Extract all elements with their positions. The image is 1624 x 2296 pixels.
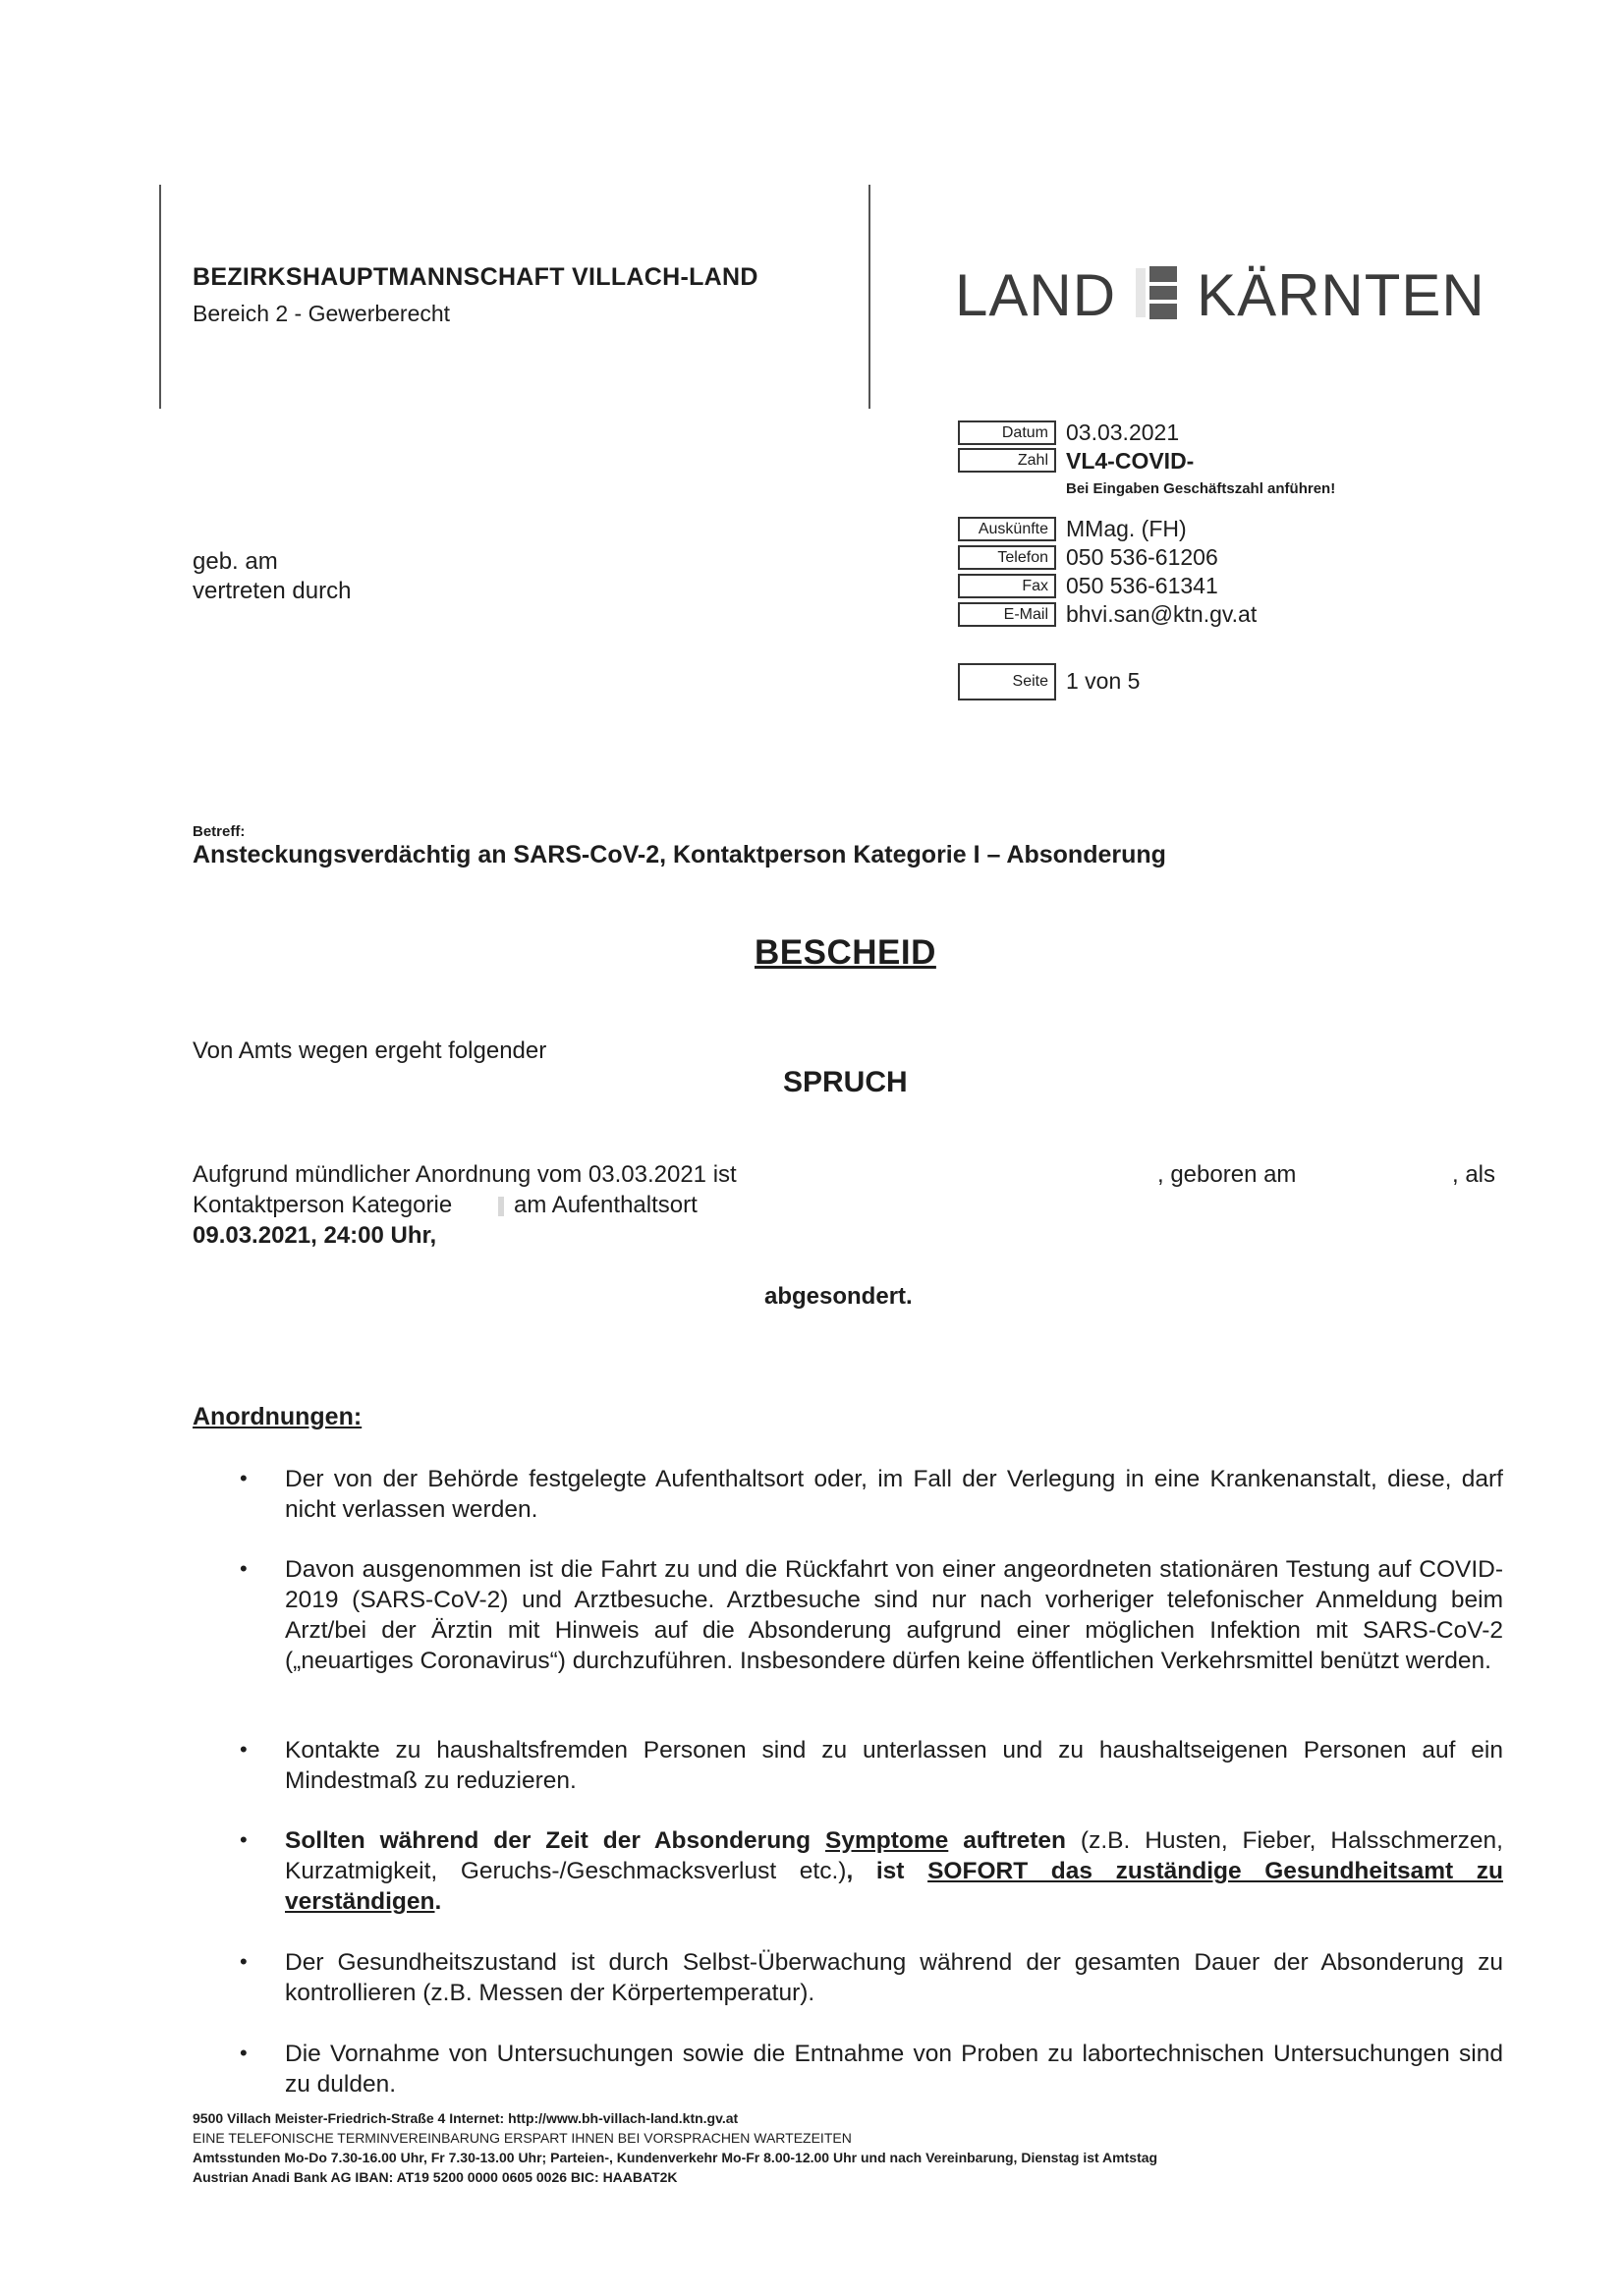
- telefon-value: 050 536-61206: [1066, 544, 1218, 570]
- spruch-heading: SPRUCH: [783, 1066, 908, 1098]
- telefon-label: Telefon: [958, 545, 1056, 570]
- order-item-symptoms-part7: .: [434, 1888, 442, 1915]
- bullet-icon: •: [240, 1556, 248, 1581]
- logo-text-right: KÄRNTEN: [1197, 262, 1485, 328]
- auskuenfte-value: MMag. (FH): [1066, 516, 1187, 541]
- footer-office-hours: Amtsstunden Mo-Do 7.30-16.00 Uhr, Fr 7.30-13.00 Uhr; Parteien-, Kundenverkehr Mo-Fr 8.00-12.00 Uhr und nach Vereinbarung, Dienstag ist Amtstag: [193, 2150, 1158, 2165]
- redaction-mark: [498, 1197, 504, 1216]
- orders-heading: Anordnungen:: [193, 1403, 363, 1430]
- land-kaernten-logo: [955, 261, 1485, 329]
- logo-mark-icon: [1136, 266, 1177, 319]
- order-item-symptoms-part3: auftreten: [948, 1827, 1081, 1854]
- letterhead-left-rule: [159, 185, 161, 409]
- authority-name: BEZIRKSHAUPTMANNSCHAFT VILLACH-LAND: [193, 263, 758, 291]
- ruling-line1-c: , als: [1452, 1161, 1496, 1188]
- zahl-label: Zahl: [958, 448, 1056, 473]
- recipient-represented-label: vertreten durch: [193, 578, 352, 604]
- zahl-value: VL4-COVID-: [1066, 448, 1195, 474]
- ruling-line1-a: Aufgrund mündlicher Anordnung vom 03.03.2021 ist: [193, 1161, 737, 1188]
- order-item-symptoms-part1: Sollten während der Zeit der Absonderung: [285, 1827, 826, 1854]
- reference-note: Bei Eingaben Geschäftszahl anführen!: [1066, 480, 1336, 497]
- auskuenfte-label: Auskünfte: [958, 517, 1056, 541]
- subject-label: Betreff:: [193, 823, 246, 840]
- order-item: Davon ausgenommen ist die Fahrt zu und die Rückfahrt von einer angeordneten stationären Testung auf COVID-2019 (SARS-CoV-2) und Arztbesuche. Arztbesuche sind nur nach vorheriger telefonischer Anmeldung beim Arzt/bei der Ärztin mit Hinweis auf die Absonderung aufgrund einer möglichen Infektion mit SARS-CoV-2 („neuartiges Coronavirus“) durchzuführen. Insbesondere dürfen keine öffentlichen Verkehrsmittel benützt werden.: [285, 1556, 1503, 1674]
- fax-label: Fax: [958, 574, 1056, 598]
- bullet-icon: •: [240, 1737, 248, 1762]
- department-name: Bereich 2 - Gewerberecht: [193, 301, 451, 326]
- fax-value: 050 536-61341: [1066, 573, 1218, 598]
- email-label: E-Mail: [958, 602, 1056, 627]
- document-title: BESCHEID: [755, 933, 936, 972]
- ruling-result: abgesondert.: [764, 1283, 913, 1310]
- order-item: Der von der Behörde festgelegte Aufenthaltsort oder, im Fall der Verlegung in eine Krankenanstalt, diese, darf nicht verlassen werden.: [285, 1466, 1503, 1523]
- order-item-symptoms-part4: (z.B. Husten, Fieber, Halsschmerzen, Kurzatmigkeit, Geruchs-/Geschmacksverlust etc.): [285, 1827, 1503, 1884]
- ruling-line2-b: am Aufenthaltsort: [514, 1192, 698, 1218]
- order-item-symptoms-part6: SOFORT das zuständige Gesundheitsamt zu verständigen: [285, 1858, 1504, 1915]
- order-item: Kontakte zu haushaltsfremden Personen sind zu unterlassen und zu haushaltseigenen Personen auf ein Mindestmaß zu reduzieren.: [285, 1737, 1503, 1794]
- order-item-symptoms: [285, 1825, 1503, 1917]
- footer-appointment-note: EINE TELEFONISCHE TERMINVEREINBARUNG ERSPART IHNEN BEI VORSPRACHEN WARTEZEITEN: [193, 2130, 852, 2146]
- order-item-symptoms-part5: , ist: [846, 1858, 928, 1884]
- intro-text: Von Amts wegen ergeht folgender: [193, 1037, 547, 1064]
- letterhead-right-rule: [868, 185, 870, 409]
- bullet-icon: •: [240, 1827, 248, 1852]
- ruling-line2-a: Kontaktperson Kategorie: [193, 1192, 453, 1218]
- order-item-symptoms-part2: Symptome: [825, 1827, 949, 1854]
- recipient-birth-label: geb. am: [193, 548, 278, 575]
- datum-value: 03.03.2021: [1066, 420, 1180, 445]
- email-value: bhvi.san@ktn.gv.at: [1066, 601, 1258, 627]
- footer-address: 9500 Villach Meister-Friedrich-Straße 4 Internet: http://www.bh-villach-land.ktn.gv.at: [193, 2110, 739, 2126]
- bullet-icon: •: [240, 1949, 248, 1974]
- ruling-end-date: 09.03.2021, 24:00 Uhr,: [193, 1222, 437, 1249]
- logo-text-left: LAND: [955, 262, 1117, 328]
- subject-text: Ansteckungsverdächtig an SARS-CoV-2, Kontaktperson Kategorie I – Absonderung: [193, 841, 1166, 868]
- datum-label: Datum: [958, 420, 1056, 445]
- order-item: Die Vornahme von Untersuchungen sowie die Entnahme von Proben zu labortechnischen Untersuchungen sind zu dulden.: [285, 2041, 1503, 2098]
- seite-label: Seite: [958, 663, 1056, 700]
- order-item: Der Gesundheitszustand ist durch Selbst-Überwachung während der gesamten Dauer der Absonderung zu kontrollieren (z.B. Messen der Körpertemperatur).: [285, 1949, 1503, 2006]
- footer-bank-details: Austrian Anadi Bank AG IBAN: AT19 5200 0000 0605 0026 BIC: HAABAT2K: [193, 2169, 678, 2185]
- ruling-line1-b: , geboren am: [1157, 1161, 1297, 1188]
- bullet-icon: •: [240, 2041, 248, 2065]
- bullet-icon: •: [240, 1466, 248, 1490]
- seite-value: 1 von 5: [1066, 668, 1141, 694]
